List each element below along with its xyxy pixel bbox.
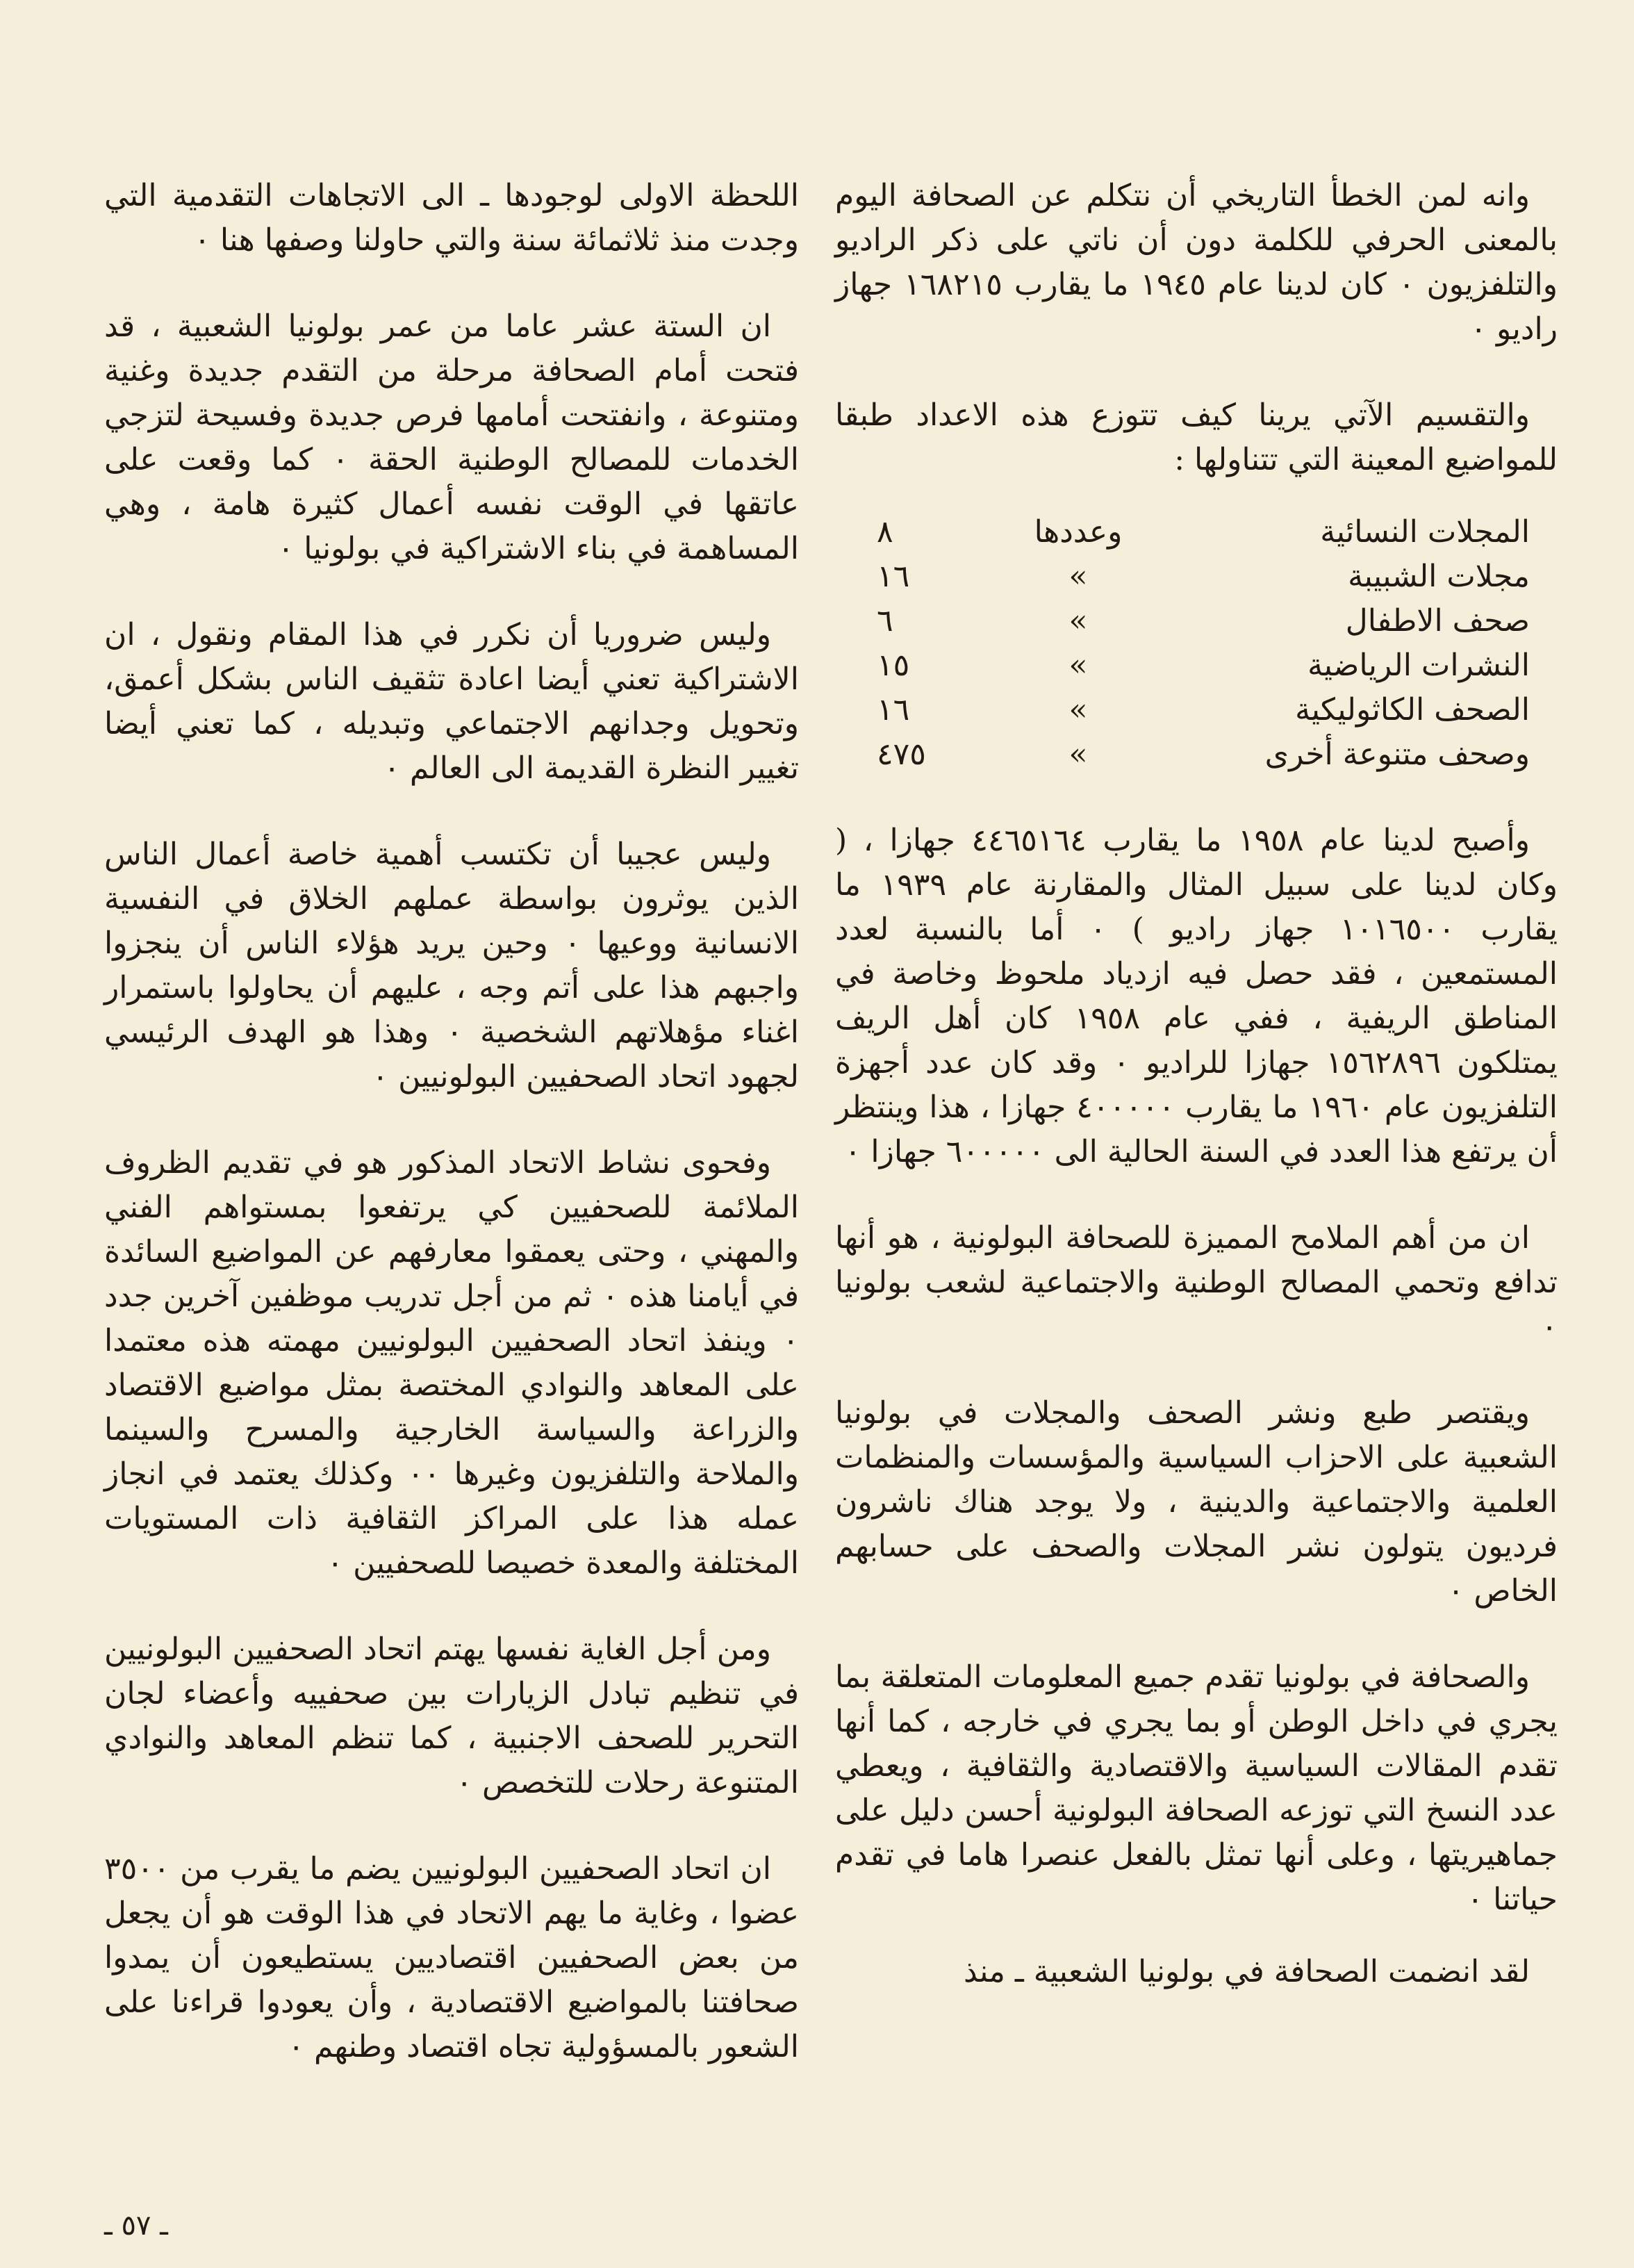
qualifier: وعددها — [1034, 514, 1123, 550]
count: ١٥ — [877, 648, 910, 683]
qualifier: » — [1068, 737, 1088, 772]
table-row — [877, 732, 1530, 777]
table-row — [877, 554, 1530, 599]
count: ١٦ — [877, 559, 910, 594]
count: ٤٧٥ — [877, 737, 926, 772]
publication-type: وصحف متنوعة أخرى — [1264, 737, 1530, 772]
paragraph: والصحافة في بولونيا تقدم جميع المعلومات المتعلقة بما يجري في داخل الوطن أو بما يجري في خارجه ، كما أنها تقدم المقالات السياسية والاقتصادية والثقافية ، ويعطي عدد النسخ التي توزعه الصحافة البولونية أحسن دليل على جماهيريتها ، وعلى أنها تمثل بالفعل عنصرا هاما في تقدم حياتنا ٠ — [835, 1659, 1558, 1917]
count: ٨ — [877, 514, 893, 550]
qualifier: » — [1068, 648, 1088, 683]
paragraph: ومن أجل الغاية نفسها يهتم اتحاد الصحفيين البولونيين في تنظيم تبادل الزيارات بين صحفييه وأعضاء لجان التحرير للصحف الاجنبية ، كما تنظم المعاهد والنوادي المتنوعة رحلات للتخصص ٠ — [104, 1632, 799, 1800]
right-column — [835, 174, 1558, 2203]
paragraph: وأصبح لدينا عام ١٩٥٨ ما يقارب ٤٤٦٥١٦٤ جهازا ، ( وكان لدينا على سبيل المثال والمقارنة عام ١٩٣٩ ما يقارب ١٠١٦٥٠٠ جهاز راديو ) ٠ أما بالنسبة لعدد المستمعين ، فقد حصل فيه ازدياد ملحوظ وخاصة في المناطق الريفية ، ففي عام ١٩٥٨ كان أهل الريف يمتلكون ١٥٦٢٨٩٦ جهازا للراديو ٠ وقد كان عدد أجهزة التلفزيون عام ١٩٦٠ ما يقارب ٤٠٠٠٠٠ جهازا ، هذا وينتظر أن يرتفع هذا العدد في السنة الحالية الى ٦٠٠٠٠٠ جهازا ٠ — [835, 823, 1558, 1169]
paragraph: ان من أهم الملامح المميزة للصحافة البولونية ، هو أنها تدافع وتحمي المصالح الوطنية والاجتماعية لشعب بولونيا ٠ — [835, 1220, 1558, 1345]
qualifier: » — [1068, 603, 1088, 639]
paragraph: ان الستة عشر عاما من عمر بولونيا الشعبية ، قد فتحت أمام الصحافة مرحلة من التقدم جديدة وغنية ومتنوعة ، وانفتحت أمامها فرص جديدة وفسيحة لتزجي الخدمات للمصالح الوطنية الحقة ٠ كما وقعت على عاتقها في الوقت نفسه أعمال كثيرة هامة ، وهي المساهمة في بناء الاشتراكية في بولونيا ٠ — [104, 309, 799, 566]
count: ٦ — [877, 603, 893, 639]
paragraph: لقد انضمت الصحافة في بولونيا الشعبية ـ منذ — [964, 1954, 1530, 1989]
paragraph: وليس عجيبا أن تكتسب أهمية خاصة أعمال الناس الذين يوثرون بواسطة عملهم الخلاق في النفسية الانسانية ووعيها ٠ وحين يريد هؤلاء الناس أن ينجزوا واجبهم هذا على أتم وجه ، عليهم أن يحاولوا باستمرار اغناء مؤهلاتهم الشخصية ٠ وهذا هو الهدف الرئيسي لجهود اتحاد الصحفيين البولونيين ٠ — [104, 837, 799, 1094]
table-row — [877, 510, 1530, 554]
page-number: ـ ٥٧ ـ — [104, 2210, 168, 2242]
paragraph: وفحوى نشاط الاتحاد المذكور هو في تقديم الظروف الملائمة للصحفيين كي يرتفعوا بمستواهم الفني والمهني ، وحتى يعمقوا معارفهم عن المواضيع السائدة في أيامنا هذه ٠ ثم من أجل تدريب موظفين آخرين جدد ٠ وينفذ اتحاد الصحفيين البولونيين مهمته هذه معتمدا على المعاهد والنوادي المختصة بمثل مواضيع الاقتصاد والزراعة والسياسة الخارجية والمسرح والسينما والملاحة والتلفزيون وغيرها ٠٠ وكذلك يعتمد في انجاز عمله هذا على المراكز الثقافية ذات المستويات المختلفة والمعدة خصيصا للصحفيين ٠ — [104, 1145, 799, 1581]
paragraph: ان اتحاد الصحفيين البولونيين يضم ما يقرب من ٣٥٠٠ عضوا ، وغاية ما يهم الاتحاد في هذا الوقت هو أن يجعل من بعض الصحفيين اقتصاديين يستطيعون أن يمدوا صحافتنا بالمواضيع الاقتصادية ، وأن يعودوا قراءنا على الشعور بالمسؤولية تجاه اقتصاد وطنهم ٠ — [104, 1851, 799, 2064]
paragraph: اللحظة الاولى لوجودها ـ الى الاتجاهات التقدمية التي وجدت منذ ثلاثمائة سنة والتي حاولنا وصفها هنا ٠ — [104, 178, 799, 258]
qualifier: » — [1068, 559, 1088, 594]
publication-type: مجلات الشبيبة — [1348, 559, 1530, 594]
table-row — [877, 599, 1530, 643]
left-column — [104, 174, 799, 2203]
paragraph: والتقسيم الآتي يرينا كيف تتوزع هذه الاعداد طبقا للمواضيع المعينة التي تتناولها : — [835, 397, 1558, 477]
count: ١٦ — [877, 692, 910, 728]
paragraph: وانه لمن الخطأ التاريخي أن نتكلم عن الصحافة اليوم بالمعنى الحرفي للكلمة دون أن ناتي على ذكر الراديو والتلفزيون ٠ كان لدينا عام ١٩٤٥ ما يقارب ١٦٨٢١٥ جهاز راديو ٠ — [835, 178, 1558, 347]
publication-type: الصحف الكاثوليكية — [1295, 692, 1530, 728]
paragraph: وليس ضروريا أن نكرر في هذا المقام ونقول ، ان الاشتراكية تعني أيضا اعادة تثقيف الناس بشكل أعمق، وتحويل وجدانهم الاجتماعي وتبديله ، كما تعني أيضا تغيير النظرة القديمة الى العالم ٠ — [104, 617, 799, 786]
table-row — [877, 688, 1530, 732]
publication-type: المجلات النسائية — [1320, 514, 1530, 550]
qualifier: » — [1068, 692, 1088, 728]
paragraph: ويقتصر طبع ونشر الصحف والمجلات في بولونيا الشعبية على الاحزاب السياسية والمؤسسات والمنظمات العلمية والاجتماعية والدينية ، ولا يوجد هناك ناشرون فرديون يتولون نشر المجلات والصحف على حسابهم الخاص ٠ — [835, 1395, 1558, 1609]
publication-type: صحف الاطفال — [1345, 603, 1530, 639]
table-row — [877, 643, 1530, 688]
publication-type: النشرات الرياضية — [1307, 648, 1530, 683]
publications-table — [877, 510, 1530, 777]
